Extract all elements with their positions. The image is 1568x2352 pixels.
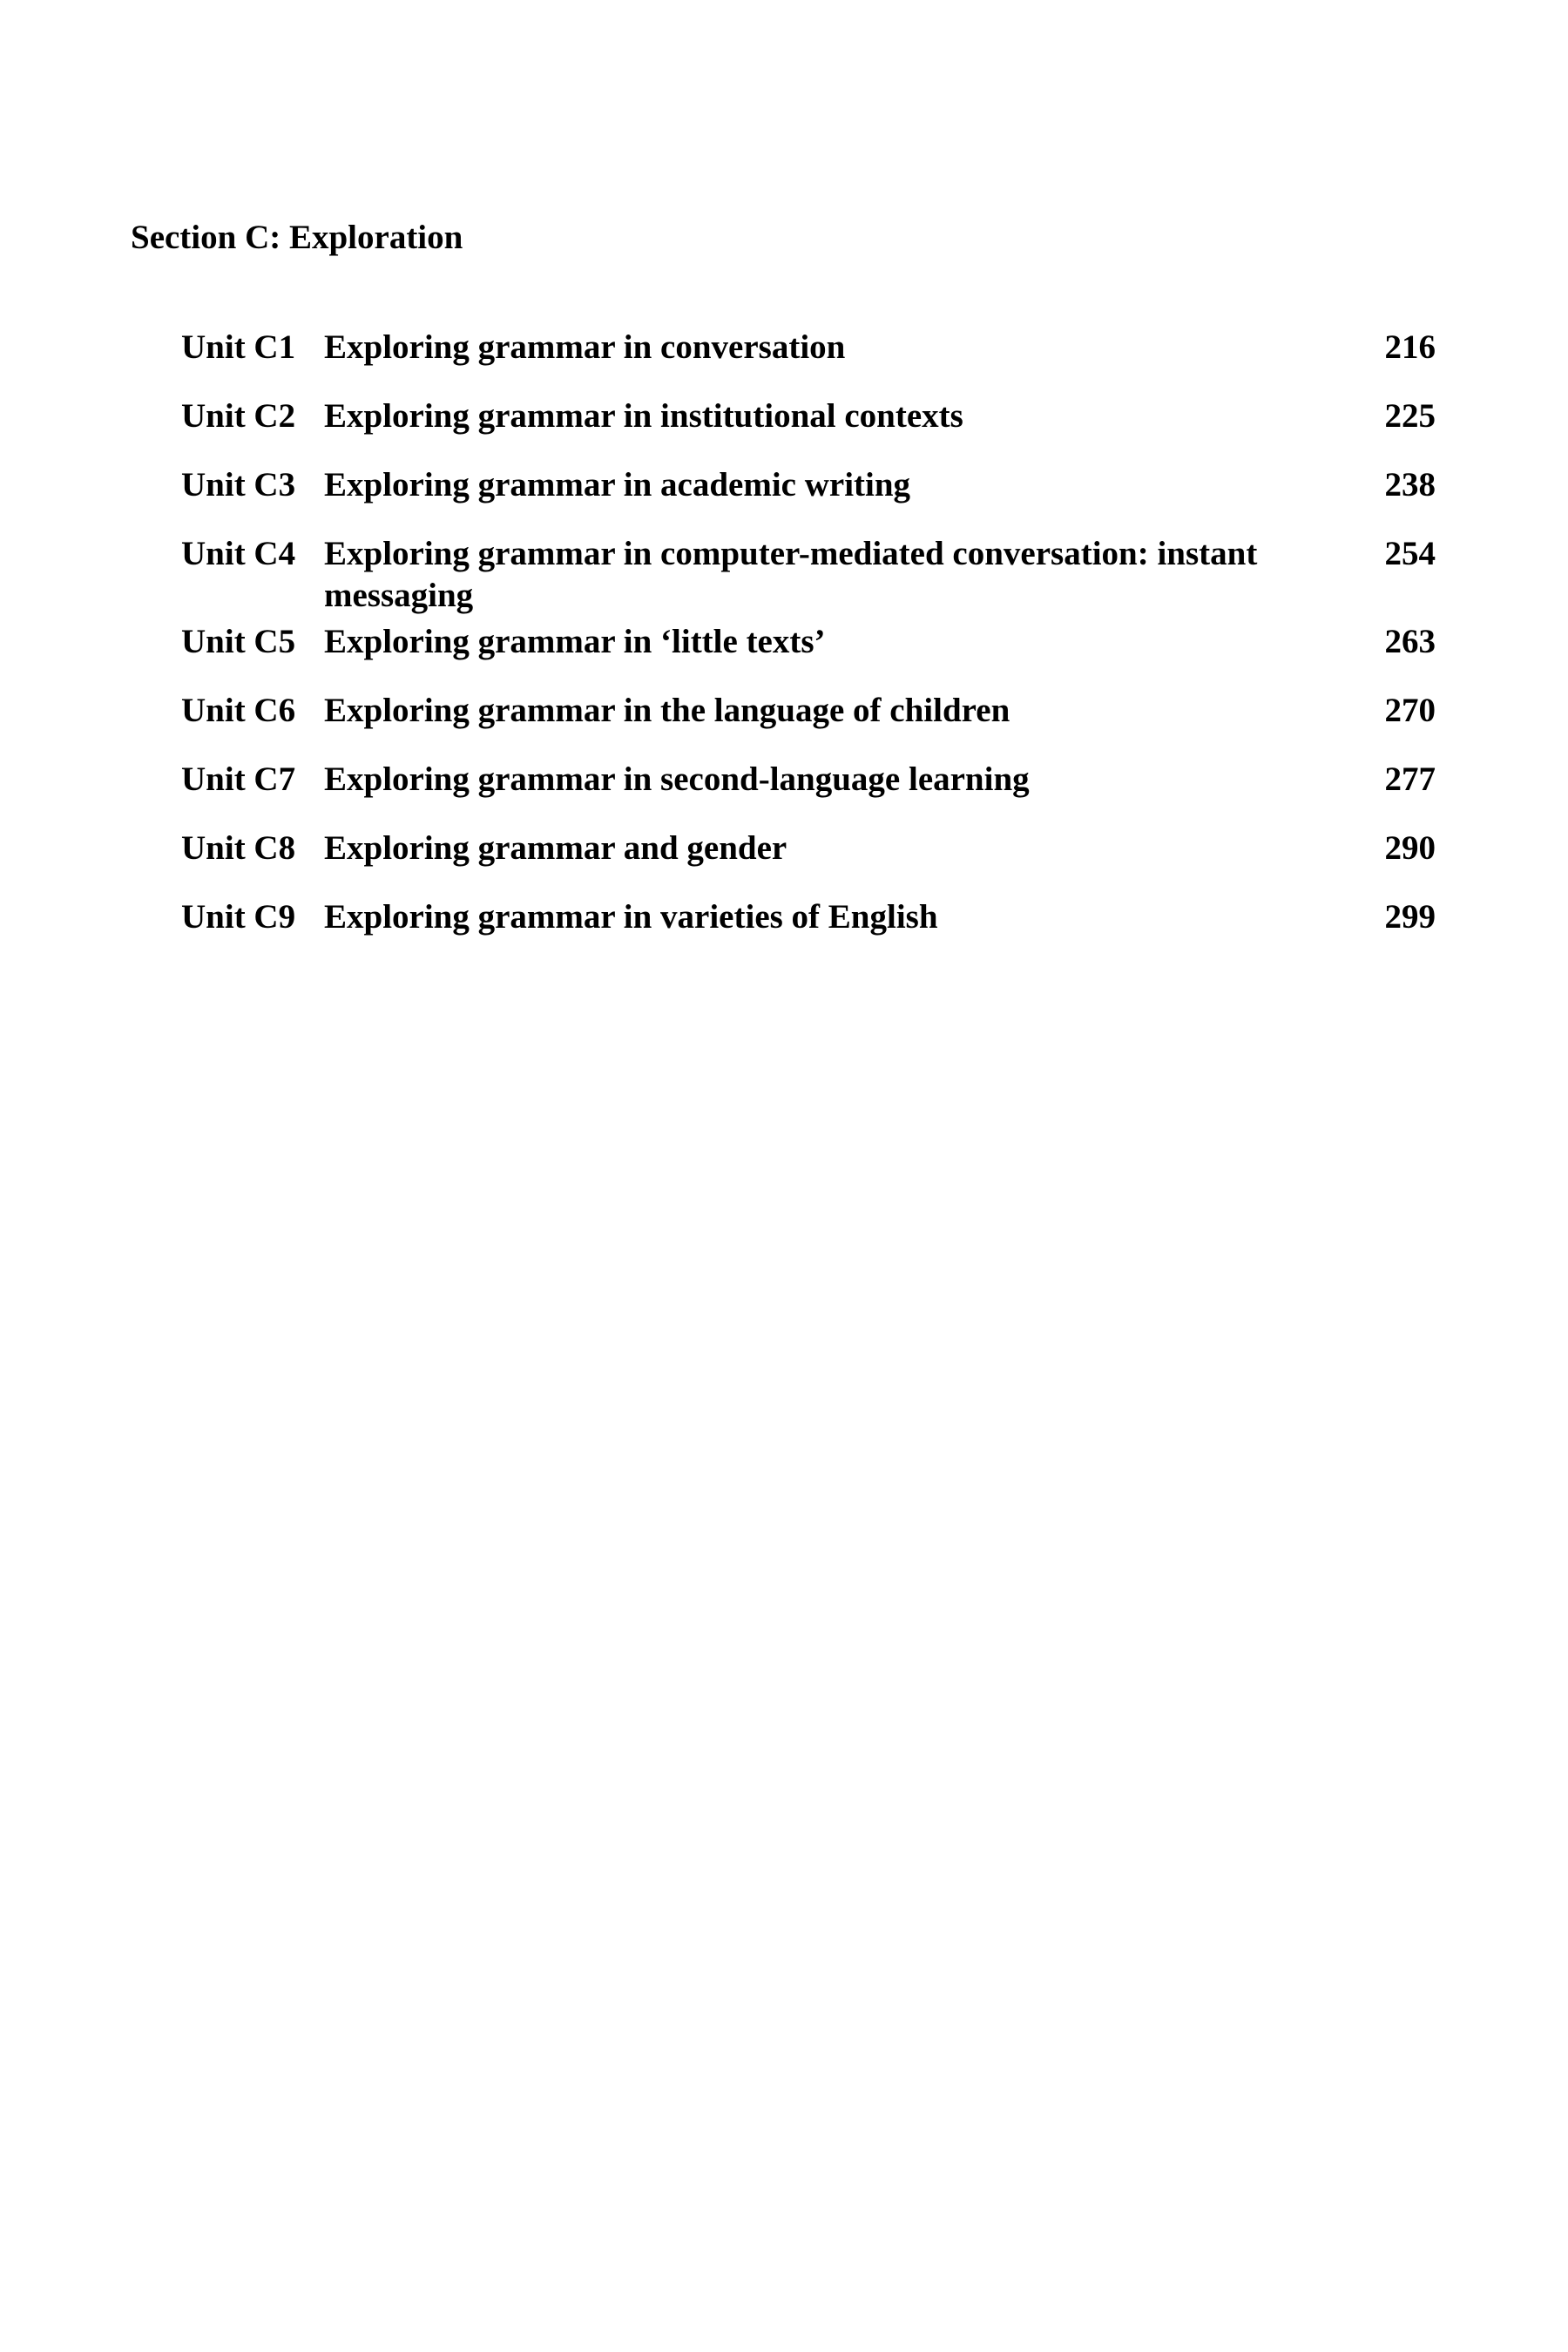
toc-entry[interactable] [181,533,1436,621]
toc-entry[interactable] [181,395,1436,464]
unit-title: Exploring grammar in the language of children [324,692,1010,729]
unit-label: Unit C7 [181,760,296,798]
page-number: 299 [1384,898,1436,936]
toc-entry[interactable] [181,759,1436,828]
table-of-contents [181,327,1436,965]
page-number: 270 [1384,692,1436,729]
section-title: Section C: Exploration [131,219,463,256]
toc-entry[interactable] [181,621,1436,690]
unit-title: Exploring grammar in varieties of English [324,898,938,936]
unit-title: Exploring grammar in computer-mediated conversation: instant messaging [324,535,1258,614]
unit-title: Exploring grammar and gender [324,829,787,867]
toc-entry[interactable] [181,690,1436,759]
toc-entry[interactable] [181,464,1436,533]
toc-entry[interactable] [181,896,1436,965]
page-number: 263 [1384,623,1436,660]
unit-label: Unit C4 [181,535,296,572]
unit-title: Exploring grammar in second-language learning [324,760,1030,798]
toc-entry[interactable] [181,828,1436,896]
unit-title: Exploring grammar in conversation [324,328,846,366]
unit-label: Unit C9 [181,898,296,936]
page-number: 216 [1384,328,1436,366]
unit-label: Unit C8 [181,829,296,867]
page-number: 225 [1384,397,1436,435]
unit-title: Exploring grammar in institutional contexts [324,397,963,435]
unit-title: Exploring grammar in academic writing [324,466,911,504]
unit-label: Unit C5 [181,623,296,660]
page-number: 290 [1384,829,1436,867]
unit-label: Unit C1 [181,328,296,366]
unit-label: Unit C3 [181,466,296,504]
unit-label: Unit C2 [181,397,296,435]
toc-entry[interactable] [181,327,1436,395]
unit-label: Unit C6 [181,692,296,729]
unit-title: Exploring grammar in ‘little texts’ [324,623,826,660]
page-number: 277 [1384,760,1436,798]
page-number: 254 [1384,535,1436,572]
page-number: 238 [1384,466,1436,504]
